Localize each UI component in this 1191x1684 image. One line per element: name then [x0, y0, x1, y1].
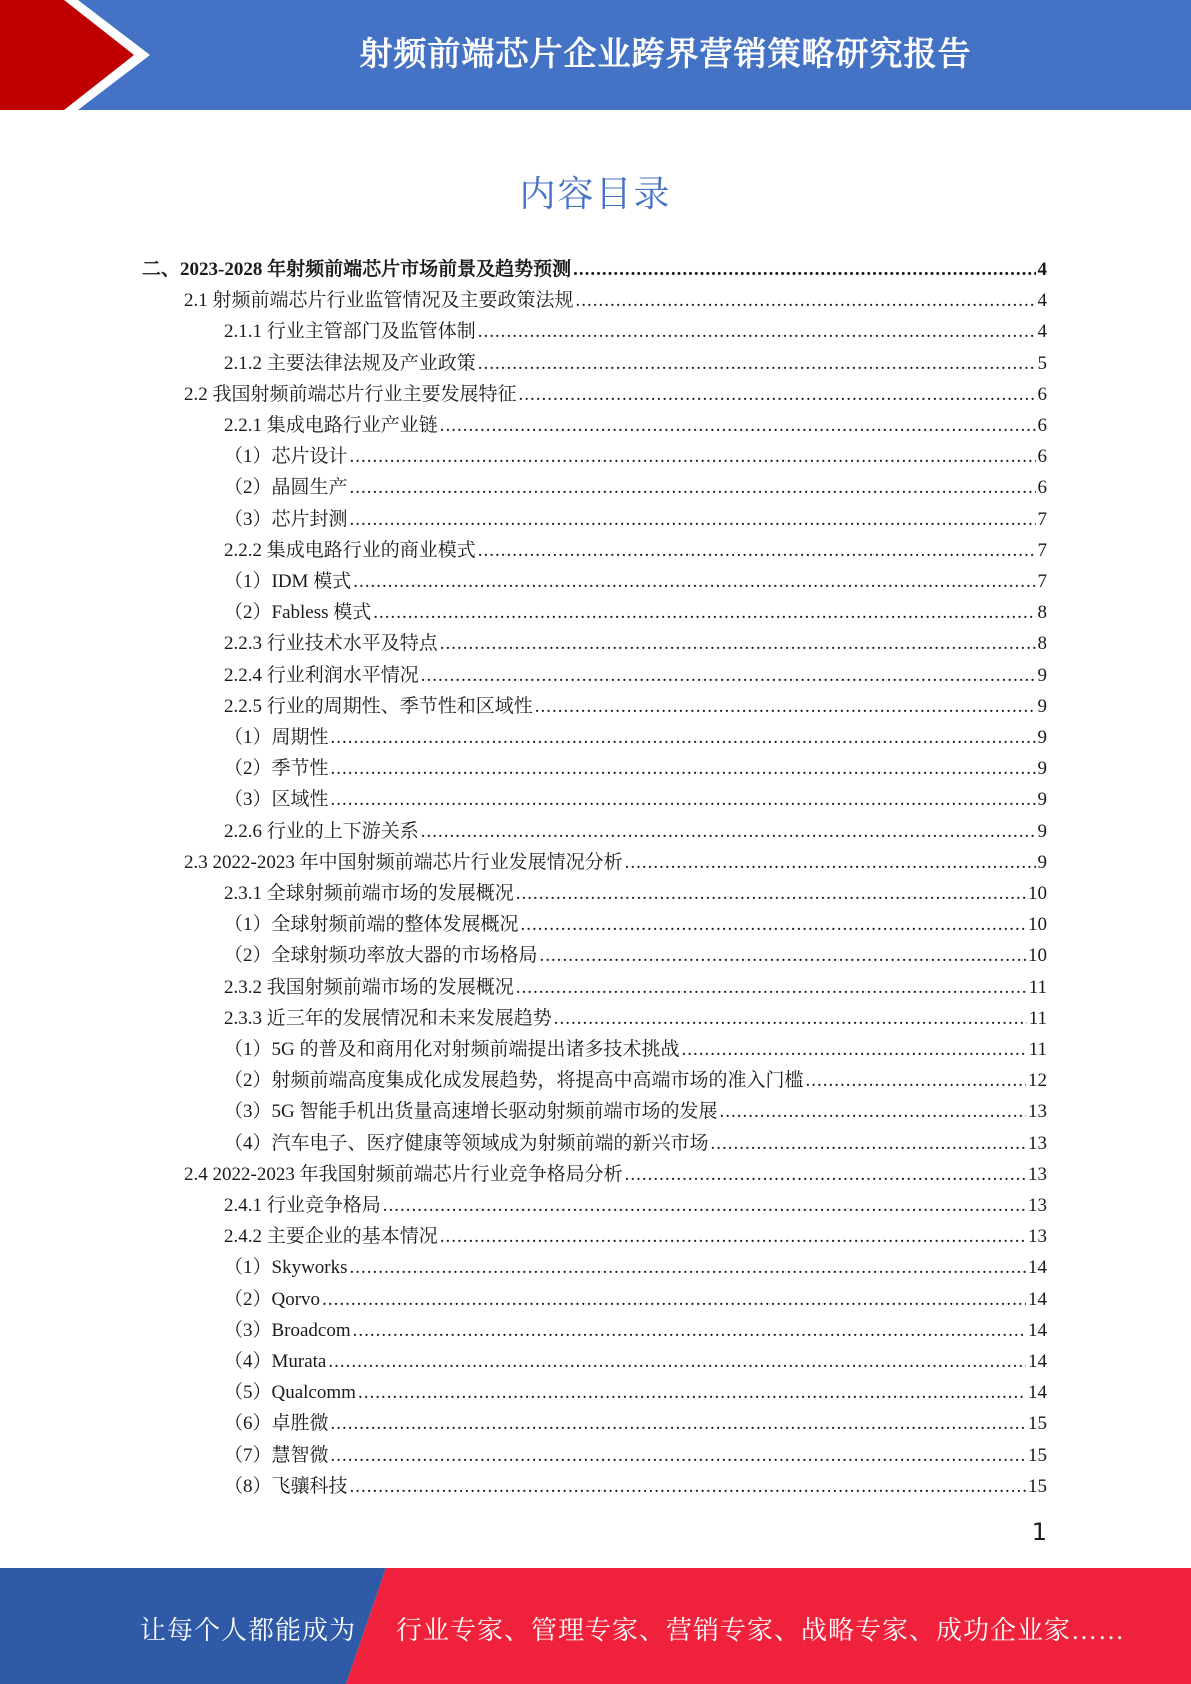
toc-dot-leader: [516, 972, 1027, 1003]
toc-entry-page: 13: [1028, 1226, 1047, 1247]
toc-entry-title: 2.1.2 主要法律法规及产业政策: [224, 353, 476, 374]
toc-dot-leader: [440, 628, 1036, 659]
toc-entry-title: （2）季节性: [224, 758, 329, 779]
toc-entry[interactable]: [224, 753, 1047, 784]
toc-dot-leader: [521, 909, 1026, 940]
toc-entry-title: 2.4.1 行业竞争格局: [224, 1195, 381, 1216]
toc-dot-leader: [625, 1159, 1026, 1190]
toc-entry[interactable]: [224, 1284, 1047, 1315]
toc-entry-title: （4）汽车电子、医疗健康等领域成为射频前端的新兴市场: [224, 1133, 709, 1154]
toc-entry-title: 2.2.6 行业的上下游关系: [224, 821, 419, 842]
toc-entry[interactable]: [142, 254, 1047, 285]
toc-entry-title: 2.2.1 集成电路行业产业链: [224, 415, 438, 436]
toc-entry-title: 2.1.1 行业主管部门及监管体制: [224, 321, 476, 342]
toc-entry-title: （1）IDM 模式: [224, 571, 352, 592]
toc-entry-title: 2.1 射频前端芯片行业监管情况及主要政策法规: [184, 290, 574, 311]
footer-slogan-left: 让每个人都能成为: [140, 1616, 357, 1645]
toc-entry-title: （2）晶圆生产: [224, 477, 348, 498]
toc-entry-page: 4: [1037, 290, 1047, 311]
toc-dot-leader: [328, 1346, 1026, 1377]
toc-dot-leader: [519, 379, 1036, 410]
toc-entry-title: （2）Qorvo: [224, 1289, 321, 1310]
toc-entry-page: 13: [1028, 1164, 1047, 1185]
toc-entry[interactable]: [224, 1221, 1047, 1252]
toc-entry-title: （1）芯片设计: [224, 446, 348, 467]
toc-dot-leader: [350, 504, 1036, 535]
toc-entry-page: 15: [1028, 1476, 1047, 1497]
toc-entry[interactable]: [224, 660, 1047, 691]
toc-entry-title: （3）区域性: [224, 789, 329, 810]
toc-dot-leader: [573, 254, 1035, 285]
toc-entry[interactable]: [224, 878, 1047, 909]
toc-entry-page: 12: [1028, 1070, 1047, 1091]
footer-slogan-right: 行业专家、管理专家、营销专家、战略专家、成功企业家……: [396, 1616, 1126, 1645]
toc-entry-title: （7）慧智微: [224, 1445, 329, 1466]
toc-entry-title: 2.2.2 集成电路行业的商业模式: [224, 540, 476, 561]
toc-dot-leader: [322, 1284, 1026, 1315]
toc-entry[interactable]: [224, 816, 1047, 847]
toc-entry-page: 6: [1037, 477, 1047, 498]
toc-dot-leader: [625, 847, 1036, 878]
toc-entry-page: 7: [1037, 571, 1047, 592]
toc-entry[interactable]: [224, 1377, 1047, 1408]
toc-entry-page: 14: [1028, 1320, 1047, 1341]
toc-dot-leader: [516, 878, 1026, 909]
toc-entry-page: 7: [1037, 509, 1047, 530]
toc-entry-page: 9: [1037, 696, 1047, 717]
toc-entry-title: （3）5G 智能手机出货量高速增长驱动射频前端市场的发展: [224, 1101, 718, 1122]
toc-entry-page: 8: [1037, 602, 1047, 623]
toc-entry-page: 14: [1028, 1351, 1047, 1372]
toc-entry-page: 6: [1037, 415, 1047, 436]
toc-entry-title: 2.2.5 行业的周期性、季节性和区域性: [224, 696, 533, 717]
toc-entry-title: 2.2.3 行业技术水平及特点: [224, 633, 438, 654]
toc-entry-page: 11: [1028, 977, 1047, 998]
toc-entry[interactable]: [184, 285, 1047, 316]
toc-entry-page: 14: [1028, 1257, 1047, 1278]
toc-dot-leader: [350, 1471, 1026, 1502]
toc-entry-title: （1）周期性: [224, 727, 329, 748]
footer-banner: [0, 1568, 1191, 1684]
toc-entry-title: （3）Broadcom: [224, 1320, 351, 1341]
toc-entry[interactable]: [224, 1096, 1047, 1127]
toc-entry-title: （2）全球射频功率放大器的市场格局: [224, 945, 538, 966]
toc-entry[interactable]: [224, 628, 1047, 659]
toc-entry-page: 9: [1037, 821, 1047, 842]
toc-heading: 内容目录: [519, 174, 672, 215]
toc-entry-page: 13: [1028, 1101, 1047, 1122]
report-title: 射频前端芯片企业跨界营销策略研究报告: [359, 34, 972, 73]
toc-entry[interactable]: [224, 410, 1047, 441]
toc-entry-title: （2）射频前端高度集成化成发展趋势，将提高中高端市场的准入门槛: [224, 1070, 804, 1091]
toc-entry-page: 14: [1028, 1289, 1047, 1310]
toc-dot-leader: [331, 1440, 1026, 1471]
toc-entry[interactable]: [224, 441, 1047, 472]
toc-entry-title: （3）芯片封测: [224, 509, 348, 530]
toc-dot-leader: [331, 1408, 1026, 1439]
toc-dot-leader: [350, 1252, 1026, 1283]
toc-entry-page: 9: [1037, 665, 1047, 686]
toc-dot-leader: [576, 285, 1036, 316]
toc-dot-leader: [350, 441, 1036, 472]
toc-dot-leader: [478, 535, 1036, 566]
toc-entry[interactable]: [224, 691, 1047, 722]
page-number: 1: [1031, 1518, 1047, 1546]
toc-entry[interactable]: [224, 1346, 1047, 1377]
toc-entry[interactable]: [224, 1471, 1047, 1502]
toc-entry-page: 6: [1037, 446, 1047, 467]
toc-entry[interactable]: [224, 1065, 1047, 1096]
toc-dot-leader: [478, 348, 1036, 379]
toc-entry[interactable]: [224, 597, 1047, 628]
toc-entry[interactable]: [224, 1315, 1047, 1346]
toc-entry[interactable]: [224, 472, 1047, 503]
toc-dot-leader: [421, 816, 1036, 847]
toc-dot-leader: [806, 1065, 1026, 1096]
toc-dot-leader: [478, 316, 1036, 347]
toc-dot-leader: [350, 472, 1036, 503]
toc-dot-leader: [353, 566, 1035, 597]
toc-entry-title: （8）飞骧科技: [224, 1476, 348, 1497]
toc-dot-leader: [540, 940, 1026, 971]
toc-entry-title: 二、2023-2028 年射频前端芯片市场前景及趋势预测: [142, 259, 572, 280]
toc-entry-page: 7: [1037, 540, 1047, 561]
toc-entry[interactable]: [224, 722, 1047, 753]
toc-entry-title: （6）卓胜微: [224, 1413, 329, 1434]
toc-entry[interactable]: [224, 1128, 1047, 1159]
toc-entry-title: 2.4.2 主要企业的基本情况: [224, 1226, 438, 1247]
toc-entry[interactable]: [224, 784, 1047, 815]
toc-entry-title: （5）Qualcomm: [224, 1382, 356, 1403]
toc-dot-leader: [373, 597, 1035, 628]
toc-entry[interactable]: [224, 940, 1047, 971]
toc-entry[interactable]: [184, 1159, 1047, 1190]
toc-dot-leader: [711, 1128, 1026, 1159]
toc-dot-leader: [440, 1221, 1026, 1252]
toc-entry-page: 11: [1028, 1039, 1047, 1060]
toc-entry-title: 2.3.2 我国射频前端市场的发展概况: [224, 977, 514, 998]
toc-entry[interactable]: [224, 348, 1047, 379]
toc-entry-page: 13: [1028, 1195, 1047, 1216]
toc-entry-page: 6: [1037, 384, 1047, 405]
header-banner: [0, 0, 1191, 110]
toc-entry[interactable]: [224, 1252, 1047, 1283]
toc-entry-title: 2.3.3 近三年的发展情况和未来发展趋势: [224, 1008, 552, 1029]
toc-dot-leader: [383, 1190, 1026, 1221]
toc-dot-leader: [440, 410, 1036, 441]
toc-entry-title: （1）5G 的普及和商用化对射频前端提出诸多技术挑战: [224, 1039, 680, 1060]
toc-entry-page: 9: [1037, 852, 1047, 873]
toc-dot-leader: [331, 784, 1036, 815]
toc-entry-page: 10: [1028, 945, 1047, 966]
chevron-arrow-icon: [0, 0, 160, 110]
toc-entry-page: 4: [1037, 321, 1047, 342]
toc-entry[interactable]: [184, 847, 1047, 878]
toc-entry-page: 9: [1037, 758, 1047, 779]
toc-entry-title: （2）Fabless 模式: [224, 602, 372, 623]
toc-entry-page: 11: [1028, 1008, 1047, 1029]
toc-entry[interactable]: [224, 535, 1047, 566]
toc-dot-leader: [554, 1003, 1027, 1034]
toc-entry-title: 2.3.1 全球射频前端市场的发展概况: [224, 883, 514, 904]
toc-dot-leader: [331, 722, 1036, 753]
toc-entry[interactable]: [224, 972, 1047, 1003]
toc-entry-page: 10: [1028, 914, 1047, 935]
toc-entry-page: 15: [1028, 1445, 1047, 1466]
toc-entry[interactable]: [224, 1190, 1047, 1221]
toc-dot-leader: [353, 1315, 1026, 1346]
toc-entry-title: （4）Murata: [224, 1351, 327, 1372]
toc-entry-page: 10: [1028, 883, 1047, 904]
toc-entry[interactable]: [224, 1408, 1047, 1439]
toc-entry[interactable]: [224, 1034, 1047, 1065]
toc-entry-title: 2.4 2022-2023 年我国射频前端芯片行业竞争格局分析: [184, 1164, 623, 1185]
toc-entry-page: 15: [1028, 1413, 1047, 1434]
toc-dot-leader: [421, 660, 1036, 691]
toc-entry-title: 2.2 我国射频前端芯片行业主要发展特征: [184, 384, 517, 405]
toc-entry-page: 9: [1037, 727, 1047, 748]
toc-entry[interactable]: [224, 909, 1047, 940]
toc-entry-page: 5: [1037, 353, 1047, 374]
toc-entry-page: 9: [1037, 789, 1047, 810]
toc-entry-title: （1）Skyworks: [224, 1257, 348, 1278]
toc-dot-leader: [331, 753, 1036, 784]
toc-entry-page: 14: [1028, 1382, 1047, 1403]
toc-dot-leader: [719, 1096, 1026, 1127]
toc-entry[interactable]: [224, 316, 1047, 347]
toc-entry-page: 8: [1037, 633, 1047, 654]
toc-entry[interactable]: [184, 379, 1047, 410]
toc-entry-page: 13: [1028, 1133, 1047, 1154]
toc-dot-leader: [358, 1377, 1026, 1408]
toc-entry-page: 4: [1037, 259, 1047, 280]
toc-entry[interactable]: [224, 1440, 1047, 1471]
toc-entry-title: 2.3 2022-2023 年中国射频前端芯片行业发展情况分析: [184, 852, 623, 873]
toc-dot-leader: [535, 691, 1036, 722]
toc-entry[interactable]: [224, 1003, 1047, 1034]
toc-entry-title: （1）全球射频前端的整体发展概况: [224, 914, 519, 935]
toc-entry[interactable]: [224, 566, 1047, 597]
toc-dot-leader: [681, 1034, 1026, 1065]
toc-entry[interactable]: [224, 504, 1047, 535]
toc-entry-title: 2.2.4 行业利润水平情况: [224, 665, 419, 686]
